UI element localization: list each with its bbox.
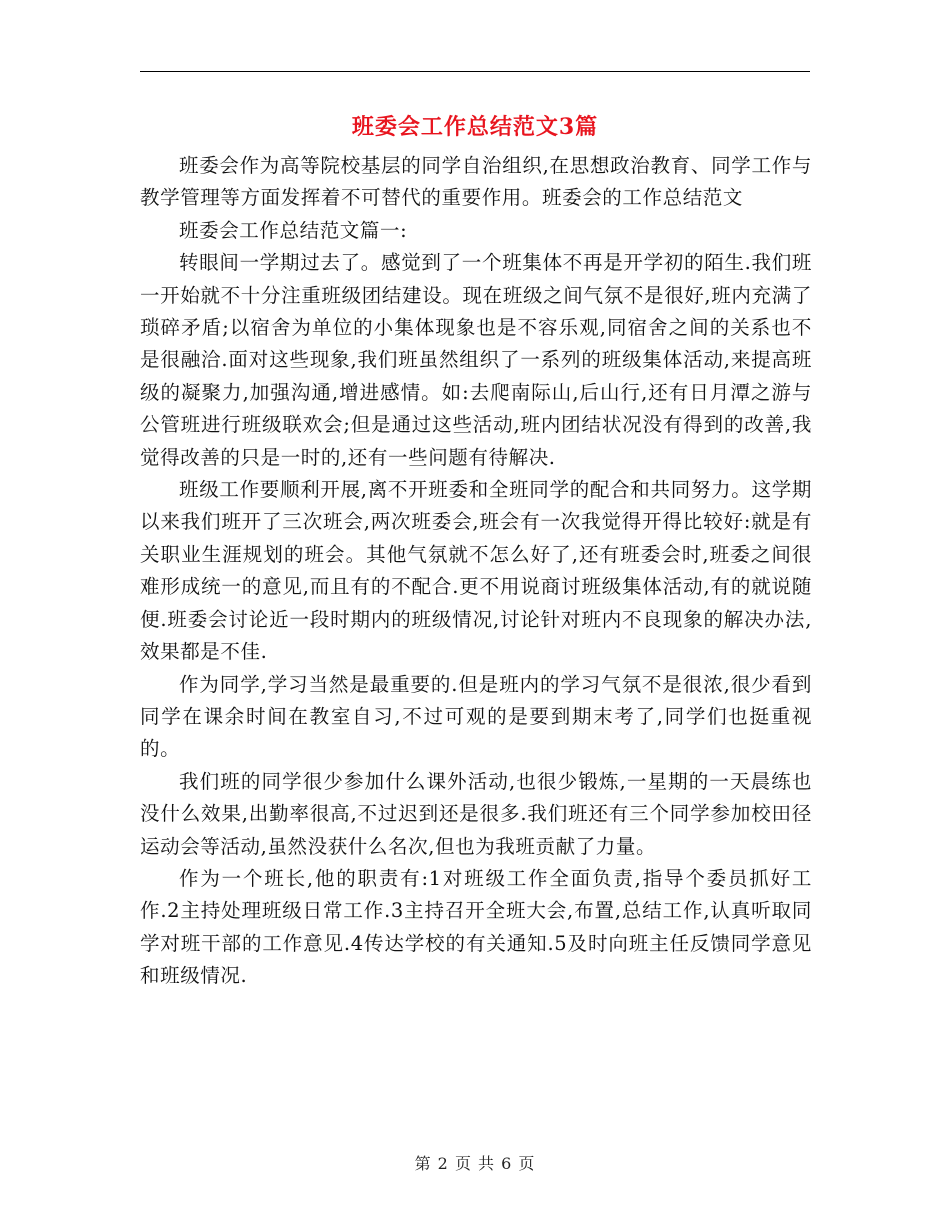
header-rule: [140, 71, 810, 72]
page-number: 第 2 页 共 6 页: [414, 1154, 536, 1173]
document-body: [140, 150, 812, 993]
paragraph-activities: 我们班的同学很少参加什么课外活动,也很少锻炼,一星期的一天晨练也没什么效果,出勤率很高,不过迟到还是很多.我们班还有三个同学参加校田径运动会等活动,虽然没获什么名次,但也为我班贡献了力量。: [140, 769, 812, 858]
paragraph-section-heading: 班委会工作总结范文篇一:: [179, 218, 408, 242]
paragraph-study: 作为同学,学习当然是最重要的.但是班内的学习气氛不是很浓,很少看到同学在课余时间在教室自习,不过可观的是要到期末考了,同学们也挺重视的。: [140, 672, 812, 761]
paragraph-class-unity: 转眼间一学期过去了。感觉到了一个班集体不再是开学初的陌生.我们班一开始就不十分注重班级团结建设。现在班级之间气氛不是很好,班内充满了琐碎矛盾;以宿舍为单位的小集体现象也是不容乐观,同宿舍之间的关系也不是很融洽.面对这些现象,我们班虽然组织了一系列的班级集体活动,来提高班级的凝聚力,加强沟通,增进感情。如:去爬南际山,后山行,还有日月潭之游与公管班进行班级联欢会;但是通过这些活动,班内团结状况没有得到的改善,我觉得改善的只是一时的,还有一些问题有待解决.: [140, 251, 812, 469]
paragraph-monitor-duties: 作为一个班长,他的职责有:1对班级工作全面负责,指导个委员抓好工作.2主持处理班级日常工作.3主持召开全班大会,布置,总结工作,认真听取同学对班干部的工作意见.4传达学校的有关通知.5及时向班主任反馈同学意见和班级情况.: [140, 866, 812, 988]
paragraph-class-meetings: 班级工作要顺利开展,离不开班委和全班同学的配合和共同努力。这学期以来我们班开了三次班会,两次班委会,班会有一次我觉得开得比较好:就是有关职业生涯规划的班会。其他气氛就不怎么好了,还有班委会时,班委之间很难形成统一的意见,而且有的不配合.更不用说商讨班级集体活动,有的就说随便.班委会讨论近一段时期内的班级情况,讨论针对班内不良现象的解决办法,效果都是不佳.: [140, 478, 812, 664]
paragraph-intro: 班委会作为高等院校基层的同学自治组织,在思想政治教育、同学工作与教学管理等方面发挥着不可替代的重要作用。班委会的工作总结范文: [140, 154, 812, 210]
document-title: 班委会工作总结范文3篇: [351, 114, 599, 140]
